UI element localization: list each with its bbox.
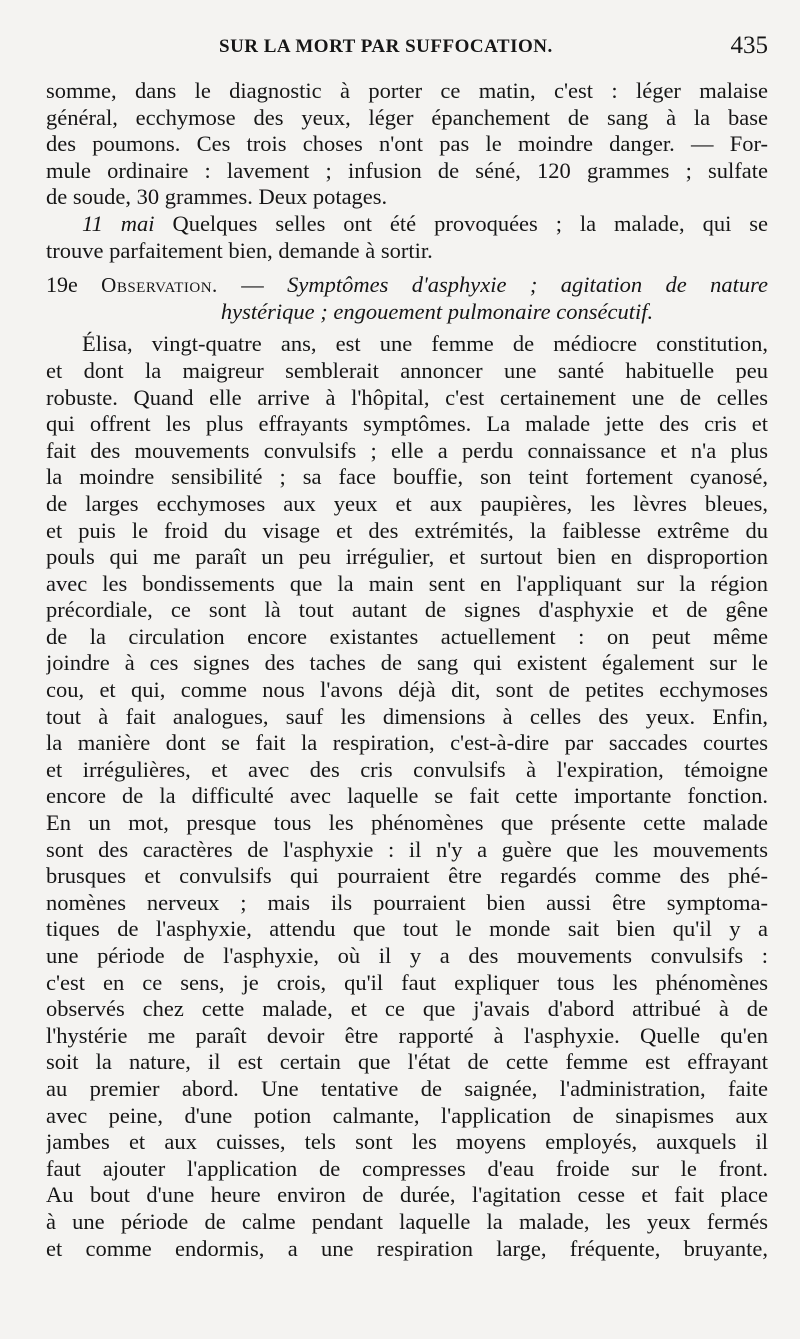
text-line: encore de la difficulté avec laquelle se fait cette importante fonction. xyxy=(46,783,768,809)
text-line: de larges ecchymoses aux yeux et aux paupières, les lèvres bleues, xyxy=(46,490,768,516)
text-line: au premier abord. Une tentative de saignée, l'administration, faite xyxy=(46,1075,768,1101)
text-line: des poumons. Ces trois choses n'ont pas le moindre danger. — For- xyxy=(46,131,768,157)
text-line: Élisa, vingt-quatre ans, est une femme de médiocre constitution, xyxy=(82,331,768,357)
text-line: fait des mouvements convulsifs ; elle a perdu connaissance et n'a plus xyxy=(46,437,768,463)
text-line: et irrégulières, et avec des cris convulsifs à l'expiration, témoigne xyxy=(46,756,768,782)
page-header xyxy=(0,30,800,64)
text-line: de la circulation encore existantes actuellement : on peut même xyxy=(46,623,768,649)
running-title: SUR LA MORT PAR SUFFOCATION. xyxy=(219,36,553,57)
entry-date: 11 mai xyxy=(82,210,155,236)
text-line: jambes et aux cuisses, tels sont les moyens employés, auxquels il xyxy=(46,1129,768,1155)
text-line: une période de l'asphyxie, où il y a des mouvements convulsifs : xyxy=(46,943,768,968)
observation-heading xyxy=(46,272,768,325)
text-line: la moindre sensibilité ; sa face bouffie, son teint fortement cyanosé, xyxy=(46,464,768,490)
text-line: sont des caractères de l'asphyxie : il n'y a guère que les mouvements xyxy=(46,836,768,862)
text-line: faut ajouter l'application de compresses d'eau froide sur le front. xyxy=(46,1155,768,1181)
text-line: c'est en ce sens, je crois, qu'il faut expliquer tous les phénomènes xyxy=(46,969,768,995)
entry-text: Quelques selles ont été provoquées ; la malade, qui se xyxy=(154,210,768,236)
text-line: mule ordinaire : lavement ; infusion de séné, 120 grammes ; sulfate xyxy=(46,157,768,183)
text-line: et comme endormis, a une respiration large, fréquente, bruyante, xyxy=(46,1235,768,1261)
paragraph-may xyxy=(46,211,768,264)
page-number: 435 xyxy=(730,32,768,59)
text-line: précordiale, ce sont là tout autant de signes d'asphyxie et de gêne xyxy=(46,597,768,623)
text-line: tiques de l'asphyxie, attendu que tout le monde sait bien qu'il y a xyxy=(46,916,768,942)
observation-dash: — xyxy=(217,272,288,298)
text-line: tout à fait analogues, sauf les dimensions à celles des yeux. Enfin, xyxy=(46,703,768,729)
text-line: de soude, 30 grammes. Deux potages. xyxy=(46,184,388,210)
observation-label: Observation. xyxy=(101,273,218,298)
text-line xyxy=(46,211,768,238)
text-line: qui offrent les plus effrayants symptômes. La malade jette des cris et xyxy=(46,411,768,437)
text-line: cou, et qui, comme nous l'avons déjà dit, sont de petites ecchymoses xyxy=(46,677,768,703)
text-line: avec peine, d'une potion calmante, l'application de sinapismes aux xyxy=(46,1102,768,1128)
text-line: l'hystérie me paraît devoir être rapporté à l'asphyxie. Quelle qu'en xyxy=(46,1022,768,1048)
text-line: brusques et convulsifs qui pourraient être regardés comme des phé- xyxy=(46,863,768,889)
text-line: et dont la maigreur semblerait annoncer une santé habituelle peu xyxy=(46,357,768,383)
text-line: En un mot, presque tous les phénomènes que présente cette malade xyxy=(46,810,768,836)
body-text xyxy=(46,78,768,1262)
text-line: pouls qui me paraît un peu irrégulier, et surtout bien en disproportion xyxy=(46,544,768,570)
text-line: général, ecchymose des yeux, léger épanchement de sang à la base xyxy=(46,104,768,130)
observation-subtitle: hystérique ; engouement pulmonaire consécutif. xyxy=(220,298,654,324)
text-line: observés chez cette malade, et ce que j'avais d'abord attribué à de xyxy=(46,996,768,1022)
text-line: joindre à ces signes des taches de sang qui existent également sur le xyxy=(46,650,768,676)
text-line: et puis le froid du visage et des extrémités, la faiblesse extrême du xyxy=(46,517,768,543)
paragraph-top xyxy=(46,78,768,211)
text-line: Au bout d'une heure environ de durée, l'agitation cesse et fait place xyxy=(46,1182,768,1208)
text-line: somme, dans le diagnostic à porter ce matin, c'est : léger malaise xyxy=(46,78,768,103)
text-line: soit la nature, il est certain que l'état de cette femme est effrayant xyxy=(46,1049,768,1075)
text-line: robuste. Quand elle arrive à l'hôpital, c'est certainement une de celles xyxy=(46,384,768,410)
observation-title-line xyxy=(46,272,768,299)
text-line: nomènes nerveux ; mais ils pourraient bien aussi être symptoma- xyxy=(46,889,768,915)
text-line: avec les bondissements que la main sent en l'appliquant sur la région xyxy=(46,570,768,596)
text-line: à une période de calme pendant laquelle la malade, les yeux fermés xyxy=(46,1208,768,1234)
observation-title: Symptômes d'asphyxie ; agitation de nature xyxy=(287,272,769,298)
text-line: trouve parfaitement bien, demande à sortir. xyxy=(46,237,433,263)
main-paragraph xyxy=(46,331,768,1262)
text-line: la manière dont se fait la respiration, c'est-à-dire par saccades courtes xyxy=(46,730,768,756)
observation-number: 19e xyxy=(46,272,78,298)
